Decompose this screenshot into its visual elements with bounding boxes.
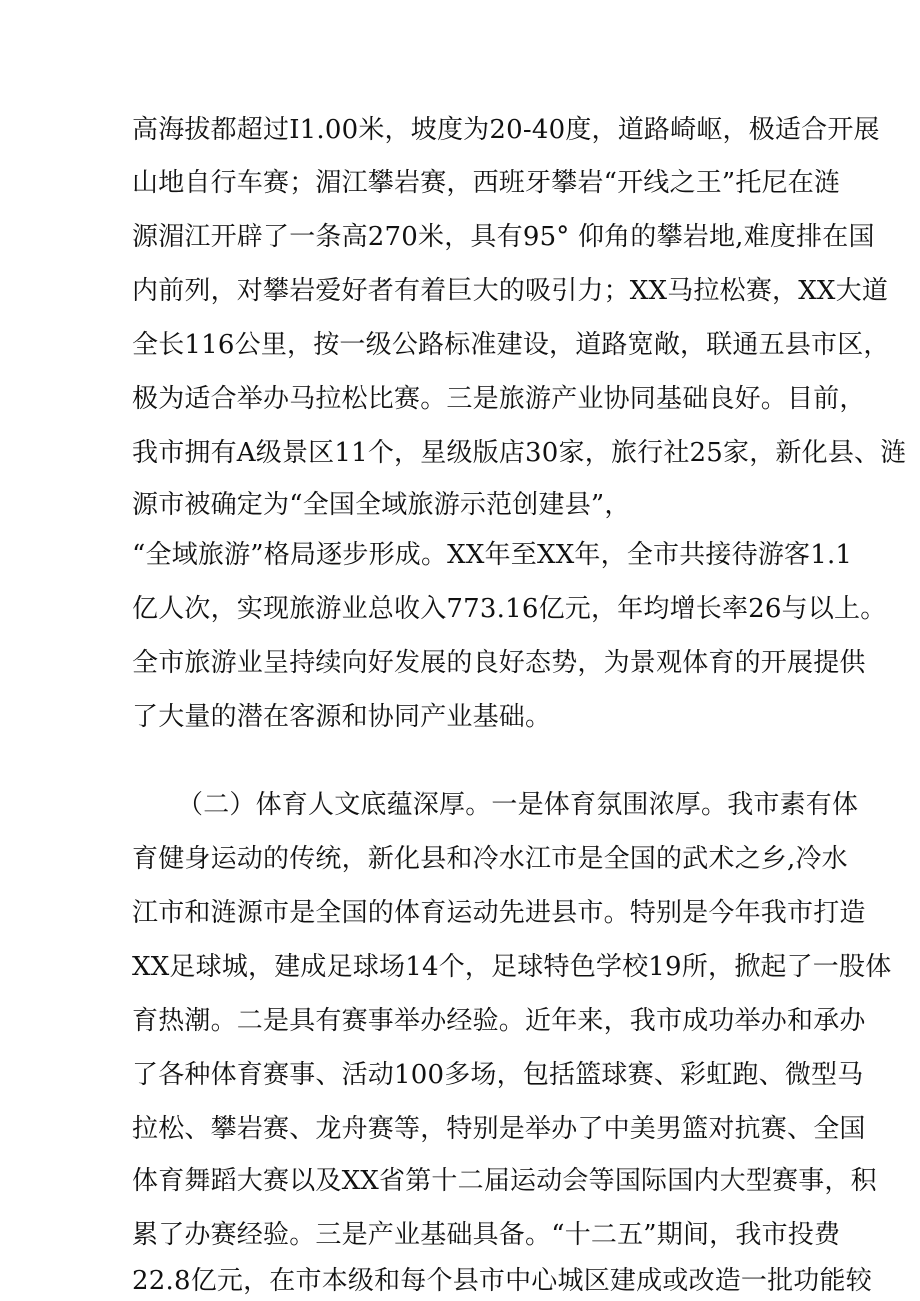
paragraph-1-line-3: 源湄江开辟了一条高270米，具有95° 仰角的攀岩地,难度排在国: [132, 222, 875, 252]
paragraph-1-line-11: 全市旅游业呈持续向好发展的良好态势，为景观体育的开展提供: [132, 648, 866, 678]
paragraph-2-line-10: 22.8亿元，在市本级和每个县市中心城区建成或改造一批功能较: [132, 1266, 872, 1296]
paragraph-1-line-4: 内前列，对攀岩爱好者有着巨大的吸引力；XX马拉松赛，XX大道: [132, 276, 889, 306]
paragraph-1-line-10: 亿人次，实现旅游业总收入773.16亿元，年均增长率26与以上。: [132, 594, 887, 624]
paragraph-1-line-7: 我市拥有A级景区11个，星级版店30家，旅行社25家，新化县、涟: [132, 438, 907, 468]
paragraph-2-line-3: 江市和涟源市是全国的体育运动先进县市。特别是今年我市打造: [132, 898, 866, 928]
paragraph-1-line-6: 极为适合举办马拉松比赛。三是旅游产业协同基础良好。目前，: [132, 384, 866, 414]
paragraph-2-line-8: 体育舞蹈大赛以及XX省第十二届运动会等国际国内大型赛事，积: [132, 1166, 877, 1196]
paragraph-1-line-2: 山地自行车赛；湄江攀岩赛，西班牙攀岩“开线之王”托尼在涟: [132, 168, 841, 198]
paragraph-1-line-1: 高海拔都超过I1.00米，坡度为20-40度，道路崎岖，极适合开展: [132, 115, 880, 145]
paragraph-1-line-12: 了大量的潜在客源和协同产业基础。: [132, 702, 552, 732]
paragraph-2-line-5: 育热潮。二是具有赛事举办经验。近年来，我市成功举办和承办: [132, 1006, 866, 1036]
paragraph-2-line-1: （二）体育人文底蕴深厚。一是体育氛围浓厚。我市素有体: [177, 790, 859, 820]
paragraph-1-line-5: 全长116公里，按一级公路标准建设，道路宽敞，联通五县市区，: [132, 330, 890, 360]
paragraph-2-line-6: 了各种体育赛事、活动100多场，包括篮球赛、彩虹跑、微型马: [132, 1060, 864, 1090]
paragraph-1-line-8: 源市被确定为“全国全域旅游示范创建县”，: [132, 490, 631, 520]
paragraph-1-line-9: “全域旅游”格局逐步形成。XX年至XX年，全市共接待游客1.1: [132, 540, 853, 570]
paragraph-2-line-7: 拉松、攀岩赛、龙舟赛等，特别是举办了中美男篮对抗赛、全国: [132, 1114, 866, 1144]
paragraph-2-line-2: 育健身运动的传统，新化县和冷水江市是全国的武术之乡,冷水: [132, 844, 848, 874]
paragraph-2-line-9: 累了办赛经验。三是产业基础具备。“十二五”期间，我市投费: [132, 1220, 841, 1250]
paragraph-2-line-4: XX足球城，建成足球场14个，足球特色学校19所，掀起了一股体: [132, 952, 892, 982]
